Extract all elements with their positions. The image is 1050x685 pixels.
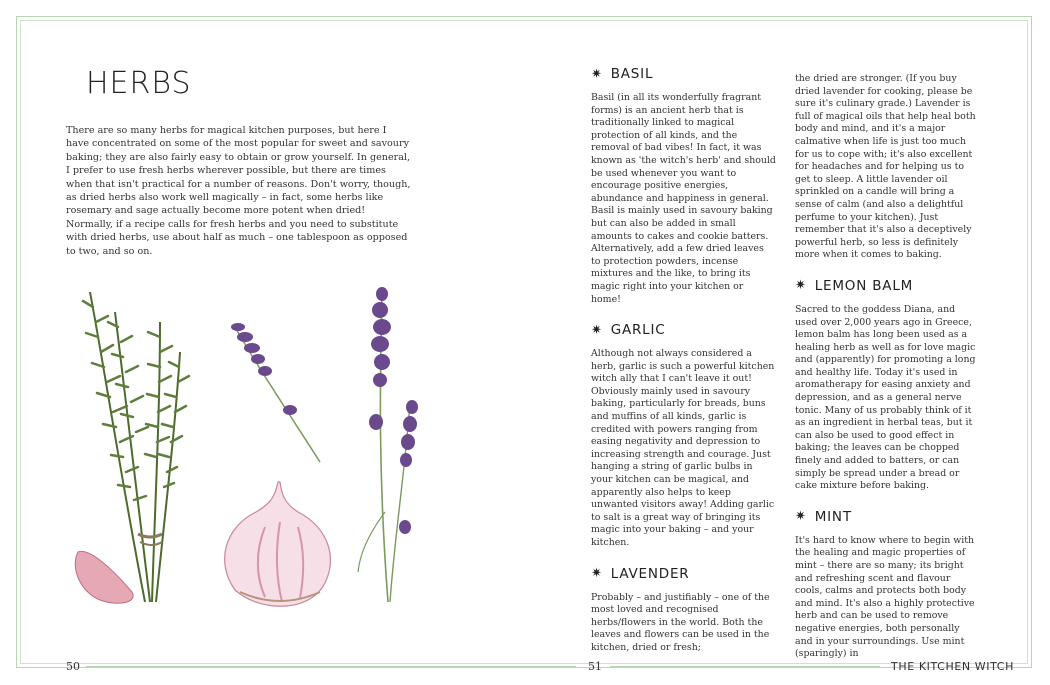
garlic-clove-illustration — [75, 551, 133, 603]
running-title: THE KITCHEN WITCH — [891, 660, 1014, 673]
section-heading-mint — [795, 509, 980, 525]
section-heading-basil — [591, 66, 776, 82]
lavender-sprig-tall-illustration — [358, 287, 418, 602]
intro-paragraph: There are so many herbs for magical kitchen purposes, but here I have concentrated on some of the most popular for sweet and savoury baking; they are also fairly easy to obtain or grow yourself. In general, I prefer to use fresh herbs wherever possible, but there are times when that isn't practical for a number of reasons. Don't worry, though, as dried herbs also work well magically – in fact, some herbs like rosemary and sage actually become more potent when dried! Normally, if a recipe calls for fresh herbs and you need to substitute with dried herbs, use about half as much – one tablespoon as opposed to two, and so on. — [66, 125, 411, 257]
section-title: GARLIC — [610, 322, 666, 339]
section-heading-lemon-balm — [795, 278, 980, 294]
star-icon: ✷ — [591, 322, 603, 338]
column-two — [795, 73, 980, 677]
section-body-basil: Basil (in all its wonderfully fragrant forms) is an ancient herb that is traditionally linked to magical protection of all kinds, and the removal of bad vibes! In fact, it was known as 'the witch's herb' and should be used whenever you want to encourage positive energies, abundance and happiness in general. Basil is mainly used in savoury baking but can also be added in small amounts to cakes and cookie batters. Alternatively, add a few dried leaves to protection powders, incense mixtures and the like, to bring its magic right into your kitchen or home! — [591, 92, 776, 305]
star-icon: ✷ — [591, 566, 603, 582]
section-heading-garlic — [591, 322, 776, 338]
section-title: LEMON BALM — [814, 277, 914, 294]
section-body-lavender-continued: the dried are stronger. (If you buy dried lavender for cooking, please be sure it's culinary grade.) Lavender is full of magical oils that help heal both body and mind, and it's a major calmative when life is just too much for us to cope with; it's also excellent for headaches and for helping us to get to sleep. A little lavender oil sprinkled on a candle will bring a sense of calm (and also a delightful perfume to your kitchen). Just remember that it's also a deceptively powerful herb, so less is definitely more when it comes to baking. — [795, 73, 976, 261]
section-body-garlic: Although not always considered a herb, garlic is such a powerful kitchen witch ally that I can't leave it out! Obviously mainly used in savoury baking, particularly for breads, buns and muffins of all kinds, garlic is credited with powers ranging from easing negativity and depression to increasing strength and courage. Just hanging a string of garlic bulbs in your kitchen can be magical, and apparently also helps to keep unwanted visitors away! Adding garlic to salt is a great way of bringing its magic into your baking – and your kitchen. — [591, 348, 775, 548]
section-body-lemon-balm: Sacred to the goddess Diana, and used over 2,000 years ago in Greece, lemon balm has long been used as a healing herb as well as for love magic and (apparently) for promoting a long and healthy life. Today it's used in aromatherapy for easing anxiety and depression, and as a general nerve tonic. Many of us probably think of it as an ingredient in herbal teas, but it can also be used to good effect in baking; the leaves can be chopped finely and added to batters, or can simply be spread under a bread or cake mixture before baking. — [795, 303, 976, 492]
section-body-lavender: Probably – and justifiably – one of the most loved and recognised herbs/flowers in the world. Both the leaves and flowers can be used in the kitchen, dried or fresh; — [591, 591, 770, 653]
section-title: BASIL — [610, 66, 654, 82]
garlic-bulb-illustration — [225, 482, 331, 606]
footer-rule-left — [86, 666, 576, 667]
rosemary-illustration — [83, 292, 189, 602]
star-icon: ✷ — [795, 509, 807, 525]
star-icon: ✷ — [795, 278, 807, 294]
section-body-mint: It's hard to know where to begin with the healing and magic properties of mint – there are so many; its bright and refreshing scent and flavour cools, calms and protects both body and mind. It's also a highly protective herb and can be used to remove negative energies, both personally and in your surroundings. Use mint (sparingly) in — [795, 534, 975, 660]
footer-rule-right — [610, 666, 880, 667]
page-number-left: 50 — [66, 660, 80, 673]
page-number-right: 51 — [588, 660, 602, 673]
section-heading-lavender — [591, 566, 776, 582]
star-icon: ✷ — [591, 66, 603, 82]
page-title: HERBS — [86, 66, 192, 101]
column-one — [591, 66, 776, 671]
lavender-sprig-small-illustration — [231, 323, 320, 462]
section-title: LAVENDER — [610, 565, 690, 582]
section-title: MINT — [814, 508, 852, 525]
herb-illustration — [60, 272, 460, 622]
